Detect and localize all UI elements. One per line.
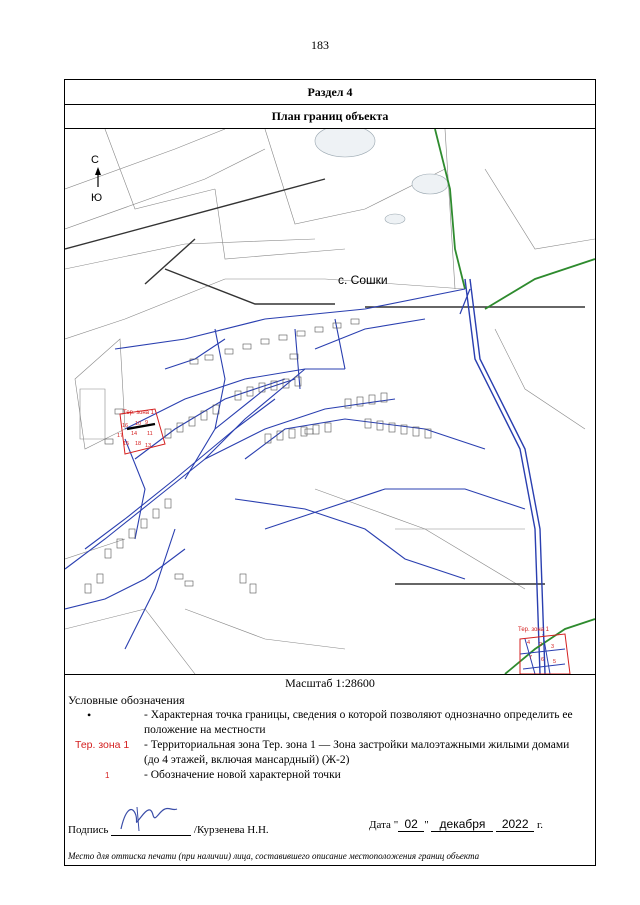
point-label: 11: [147, 431, 153, 437]
point-label: 16: [122, 423, 129, 429]
point-label: 15: [123, 441, 130, 447]
date-suffix: г.: [536, 819, 543, 831]
signer-name: /Курзенева Н.Н.: [193, 824, 269, 836]
point-label: 18: [135, 441, 142, 447]
signature-block: [68, 817, 269, 836]
date-block: Дата " 02 " декабря 2022 г.: [369, 817, 543, 831]
zone-label: Тер. зона 1: [123, 410, 155, 416]
page-number: 183: [311, 38, 329, 52]
point-label: 9: [145, 420, 149, 426]
boundary-point-symbol: •: [87, 708, 92, 722]
legend-text: - Территориальная зона Тер. зона 1 — Зона застройки малоэтажными жилыми домами (до 4 этажей, включая мансардный) (Ж-2): [144, 739, 570, 766]
point-label: 4: [527, 640, 531, 646]
point-label: 7: [529, 655, 533, 661]
point-label: 10: [135, 421, 142, 427]
village-streets: [65, 289, 525, 649]
zone-label: Тер. зона 1: [518, 627, 550, 633]
point-label: 14: [131, 431, 138, 437]
date-label: Дата: [369, 819, 391, 831]
map-canvas: [65, 129, 595, 674]
scale-text: Масштаб 1:28600: [285, 676, 375, 690]
compass-north-label: С: [91, 154, 99, 166]
date-year: 2022: [496, 817, 534, 832]
compass-south-label: Ю: [91, 192, 103, 204]
handwritten-signature: [111, 803, 191, 833]
plan-title: План границ объекта: [65, 105, 595, 129]
section-title: Раздел 4: [65, 80, 595, 105]
boundary-plan-map: [65, 129, 595, 675]
water-bodies: [315, 129, 448, 224]
date-month: декабря: [431, 817, 493, 832]
compass-arrow-icon: [95, 167, 101, 175]
new-point-symbol: 1: [105, 771, 110, 780]
point-label: 2: [539, 642, 543, 648]
point-label: 6: [541, 657, 545, 663]
signature-line: [111, 817, 191, 836]
legend-text: - Обозначение новой характерной точки: [144, 769, 341, 781]
document-frame: [64, 79, 596, 866]
territorial-zone-1: [117, 409, 165, 454]
district-boundary: [435, 129, 595, 674]
signature-label: Подпись: [68, 824, 109, 836]
highway: [460, 279, 545, 674]
point-label: 3: [551, 644, 555, 650]
point-label: 17: [117, 433, 124, 439]
parcel-lines: [65, 129, 595, 674]
footer-note: Место для оттиска печати (при наличии) лица, составившего описание местоположения границ объекта: [68, 851, 480, 861]
buildings: [85, 319, 431, 593]
main-roads: [65, 179, 585, 584]
point-label: 13: [145, 443, 152, 449]
point-label: 5: [553, 659, 557, 665]
date-day: 02: [398, 817, 424, 832]
legend-title: Условные обозначения: [68, 693, 185, 707]
settlement-label: с. Сошки: [338, 273, 388, 287]
zone-symbol: Тер. зона 1: [75, 739, 130, 751]
legend-text: - Характерная точка границы, сведения о которой позволяют однозначно определить ее положение на местности: [144, 709, 573, 736]
